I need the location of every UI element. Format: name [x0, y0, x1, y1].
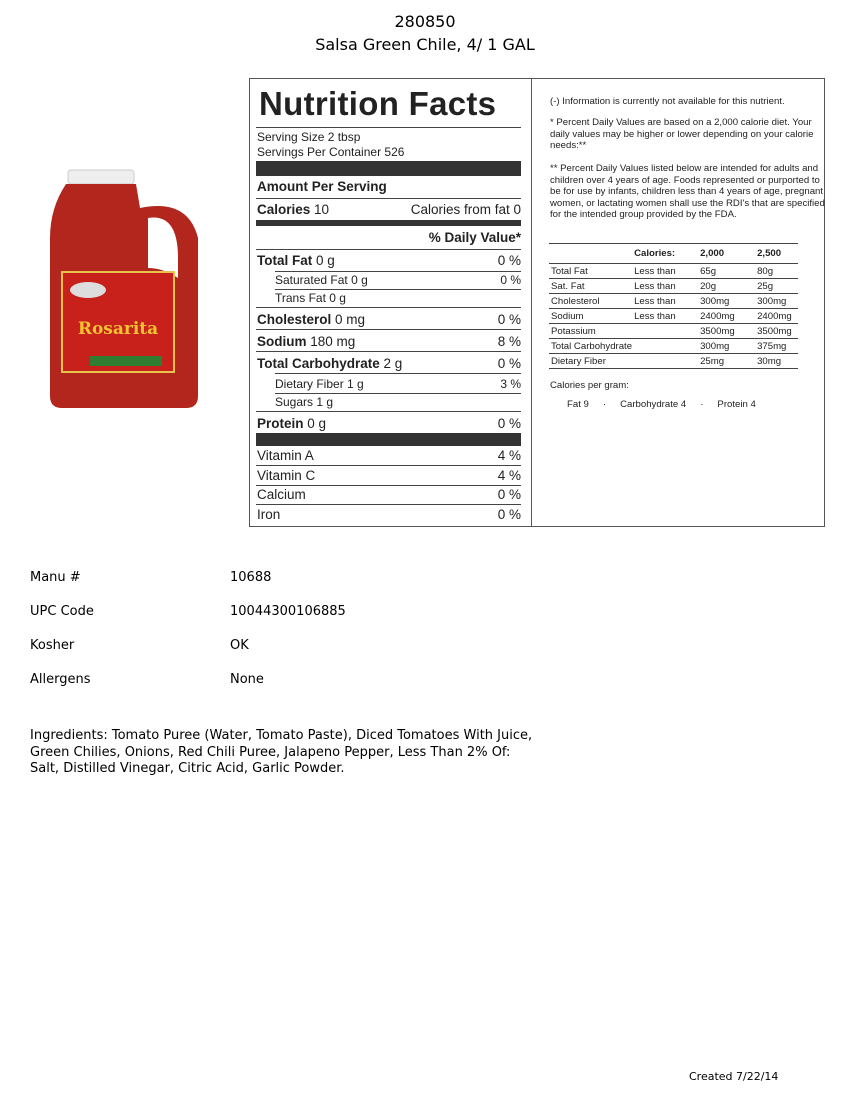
calories-row: Calories 10 Calories from fat 0	[257, 202, 521, 217]
product-name: Salsa Green Chile, 4/ 1 GAL	[315, 35, 535, 54]
vitamin-row: Iron 0 %	[257, 507, 521, 522]
nutrient-row: Total Carbohydrate 2 g 0 %	[257, 356, 521, 371]
calories-per-gram: Calories per gram:	[550, 380, 629, 391]
info-label: Manu #	[30, 570, 81, 585]
servings-per-container: Servings Per Container 526	[257, 145, 405, 159]
dv-table-row: Potassium 3500mg 3500mg	[549, 324, 798, 339]
nutrient-row: Sugars 1 g	[275, 395, 334, 409]
info-label: Allergens	[30, 672, 91, 687]
nutrient-row: Sodium 180 mg 8 %	[257, 334, 521, 349]
nutrient-row: Saturated Fat 0 g 0 %	[275, 273, 521, 287]
dv-table-row: Calories: 2,000 2,500	[549, 244, 798, 264]
nutrition-title: Nutrition Facts	[259, 85, 497, 122]
vitamin-row: Vitamin A 4 %	[257, 448, 521, 463]
note-intended: ** Percent Daily Values listed below are intended for adults and children over 4 years of age. Foods represented or purported to be for use by infants, children less than 4 years of age, pregnant women, or lactating women shall use the RDI's that are specified for the intended group provided by the FDA.	[550, 163, 825, 220]
brand-logo-text: Rosarita	[77, 319, 159, 339]
daily-value-header: % Daily Value*	[428, 230, 521, 245]
nutrient-row: Total Fat 0 g 0 %	[257, 253, 521, 268]
info-value: 10044300106885	[230, 604, 346, 619]
dv-table-row: Dietary Fiber 25mg 30mg	[549, 354, 798, 369]
nutrient-row: Cholesterol 0 mg 0 %	[257, 312, 521, 327]
ingredients: Ingredients: Tomato Puree (Water, Tomato Paste), Diced Tomatoes With Juice, Green Chilies, Onions, Red Chili Puree, Jalapeno Pepper, Less Than 2% Of: Salt, Distilled Vinegar, Citric Acid, Garlic Powder.	[30, 728, 533, 776]
info-label: Kosher	[30, 638, 75, 653]
dv-table-row: Total Fat Less than 65g 80g	[549, 264, 798, 279]
vitamin-row: Vitamin C 4 %	[257, 468, 521, 483]
note-daily-values: * Percent Daily Values are based on a 2,000 calorie diet. Your daily values may be higher or lower depending on your calorie needs:**	[550, 117, 814, 151]
per-gram-values: Fat 9 · Carbohydrate 4 · Protein 4	[567, 399, 756, 410]
info-label: UPC Code	[30, 604, 94, 619]
dv-table-row: Sat. Fat Less than 20g 25g	[549, 279, 798, 294]
info-value: None	[230, 672, 264, 687]
product-image	[48, 168, 203, 410]
info-value: OK	[230, 638, 249, 653]
info-value: 10688	[230, 570, 272, 585]
nutrient-row: Trans Fat 0 g	[275, 291, 346, 305]
amount-per-serving: Amount Per Serving	[257, 179, 387, 194]
item-number: 280850	[394, 12, 456, 31]
dv-table-row: Total Carbohydrate 300mg 375mg	[549, 339, 798, 354]
daily-value-table	[549, 243, 798, 369]
nutrient-row: Protein 0 g 0 %	[257, 416, 521, 431]
serving-size: Serving Size 2 tbsp	[257, 130, 361, 144]
dv-table-row: Sodium Less than 2400mg 2400mg	[549, 309, 798, 324]
vitamin-row: Calcium 0 %	[257, 487, 521, 502]
nutrient-row: Dietary Fiber 1 g 3 %	[275, 377, 521, 391]
created-date: Created 7/22/14	[689, 1070, 779, 1083]
label-divider	[531, 78, 532, 527]
dv-table-row: Cholesterol Less than 300mg 300mg	[549, 294, 798, 309]
note-unavailable: (-) Information is currently not available for this nutrient.	[550, 96, 785, 107]
